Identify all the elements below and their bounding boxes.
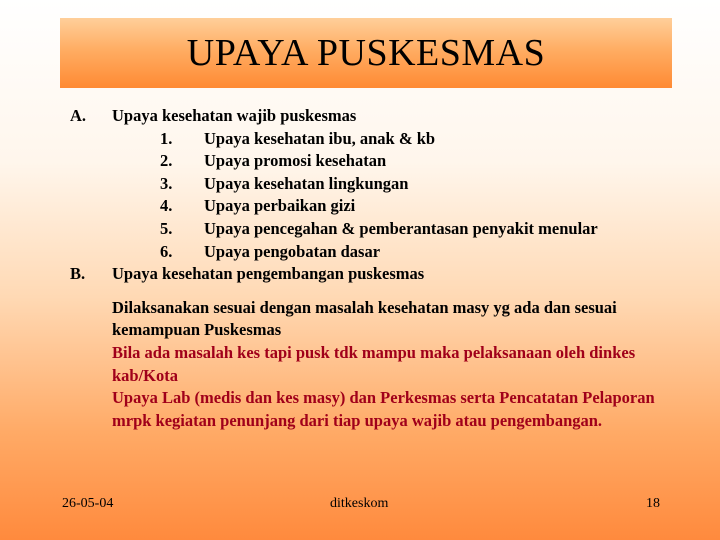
list-item-text: Upaya perbaikan gizi (204, 196, 356, 216)
list-item (70, 195, 700, 218)
list-item (70, 128, 700, 151)
section-b-text: Upaya kesehatan pengembangan puskesmas (112, 264, 425, 284)
section-b-heading (70, 263, 700, 286)
list-item-text: Upaya pencegahan & pemberantasan penyakit menular (204, 218, 598, 238)
list-item-number: 3. (160, 173, 173, 193)
paragraph-dinkes: Bila ada masalah kes tapi pusk tdk mampu maka pelaksanaan oleh dinkes kab/Kota (112, 342, 636, 385)
title-bar (60, 18, 672, 88)
list-item-number: 6. (160, 241, 173, 261)
list-item-number: 4. (160, 196, 173, 216)
section-a-heading (70, 105, 700, 128)
list-item (70, 241, 700, 264)
list-item (70, 150, 700, 173)
list-item-text: Upaya promosi kesehatan (204, 151, 387, 171)
paragraph-implementation: Dilaksanakan sesuai dengan masalah kesehatan masy yg ada dan sesuai kemampuan Puskesmas (112, 297, 617, 340)
slide-footer (0, 496, 720, 516)
list-item-text: Upaya pengobatan dasar (204, 241, 381, 261)
page-number: 18 (646, 496, 660, 511)
paragraph-supporting: Upaya Lab (medis dan kes masy) dan Perkesmas serta Pencatatan Pelaporan mrpk kegiatan penunjang dari tiap upaya wajib atau pengembangan. (112, 388, 655, 430)
slide-title: UPAYA PUSKESMAS (186, 32, 546, 74)
list-item (70, 173, 700, 196)
slide-content (70, 105, 700, 432)
list-item-text: Upaya kesehatan ibu, anak & kb (204, 128, 436, 148)
list-item-text: Upaya kesehatan lingkungan (204, 173, 409, 193)
footer-center-text: ditkeskom (330, 496, 389, 511)
footer-date: 26-05-04 (62, 496, 114, 511)
list-item-number: 5. (160, 218, 173, 238)
list-item-number: 2. (160, 151, 173, 171)
section-a-label: A. (70, 106, 87, 125)
section-b-label: B. (70, 264, 86, 284)
section-a-text: Upaya kesehatan wajib puskesmas (112, 106, 357, 125)
list-item-number: 1. (160, 128, 173, 148)
list-item (70, 218, 700, 241)
